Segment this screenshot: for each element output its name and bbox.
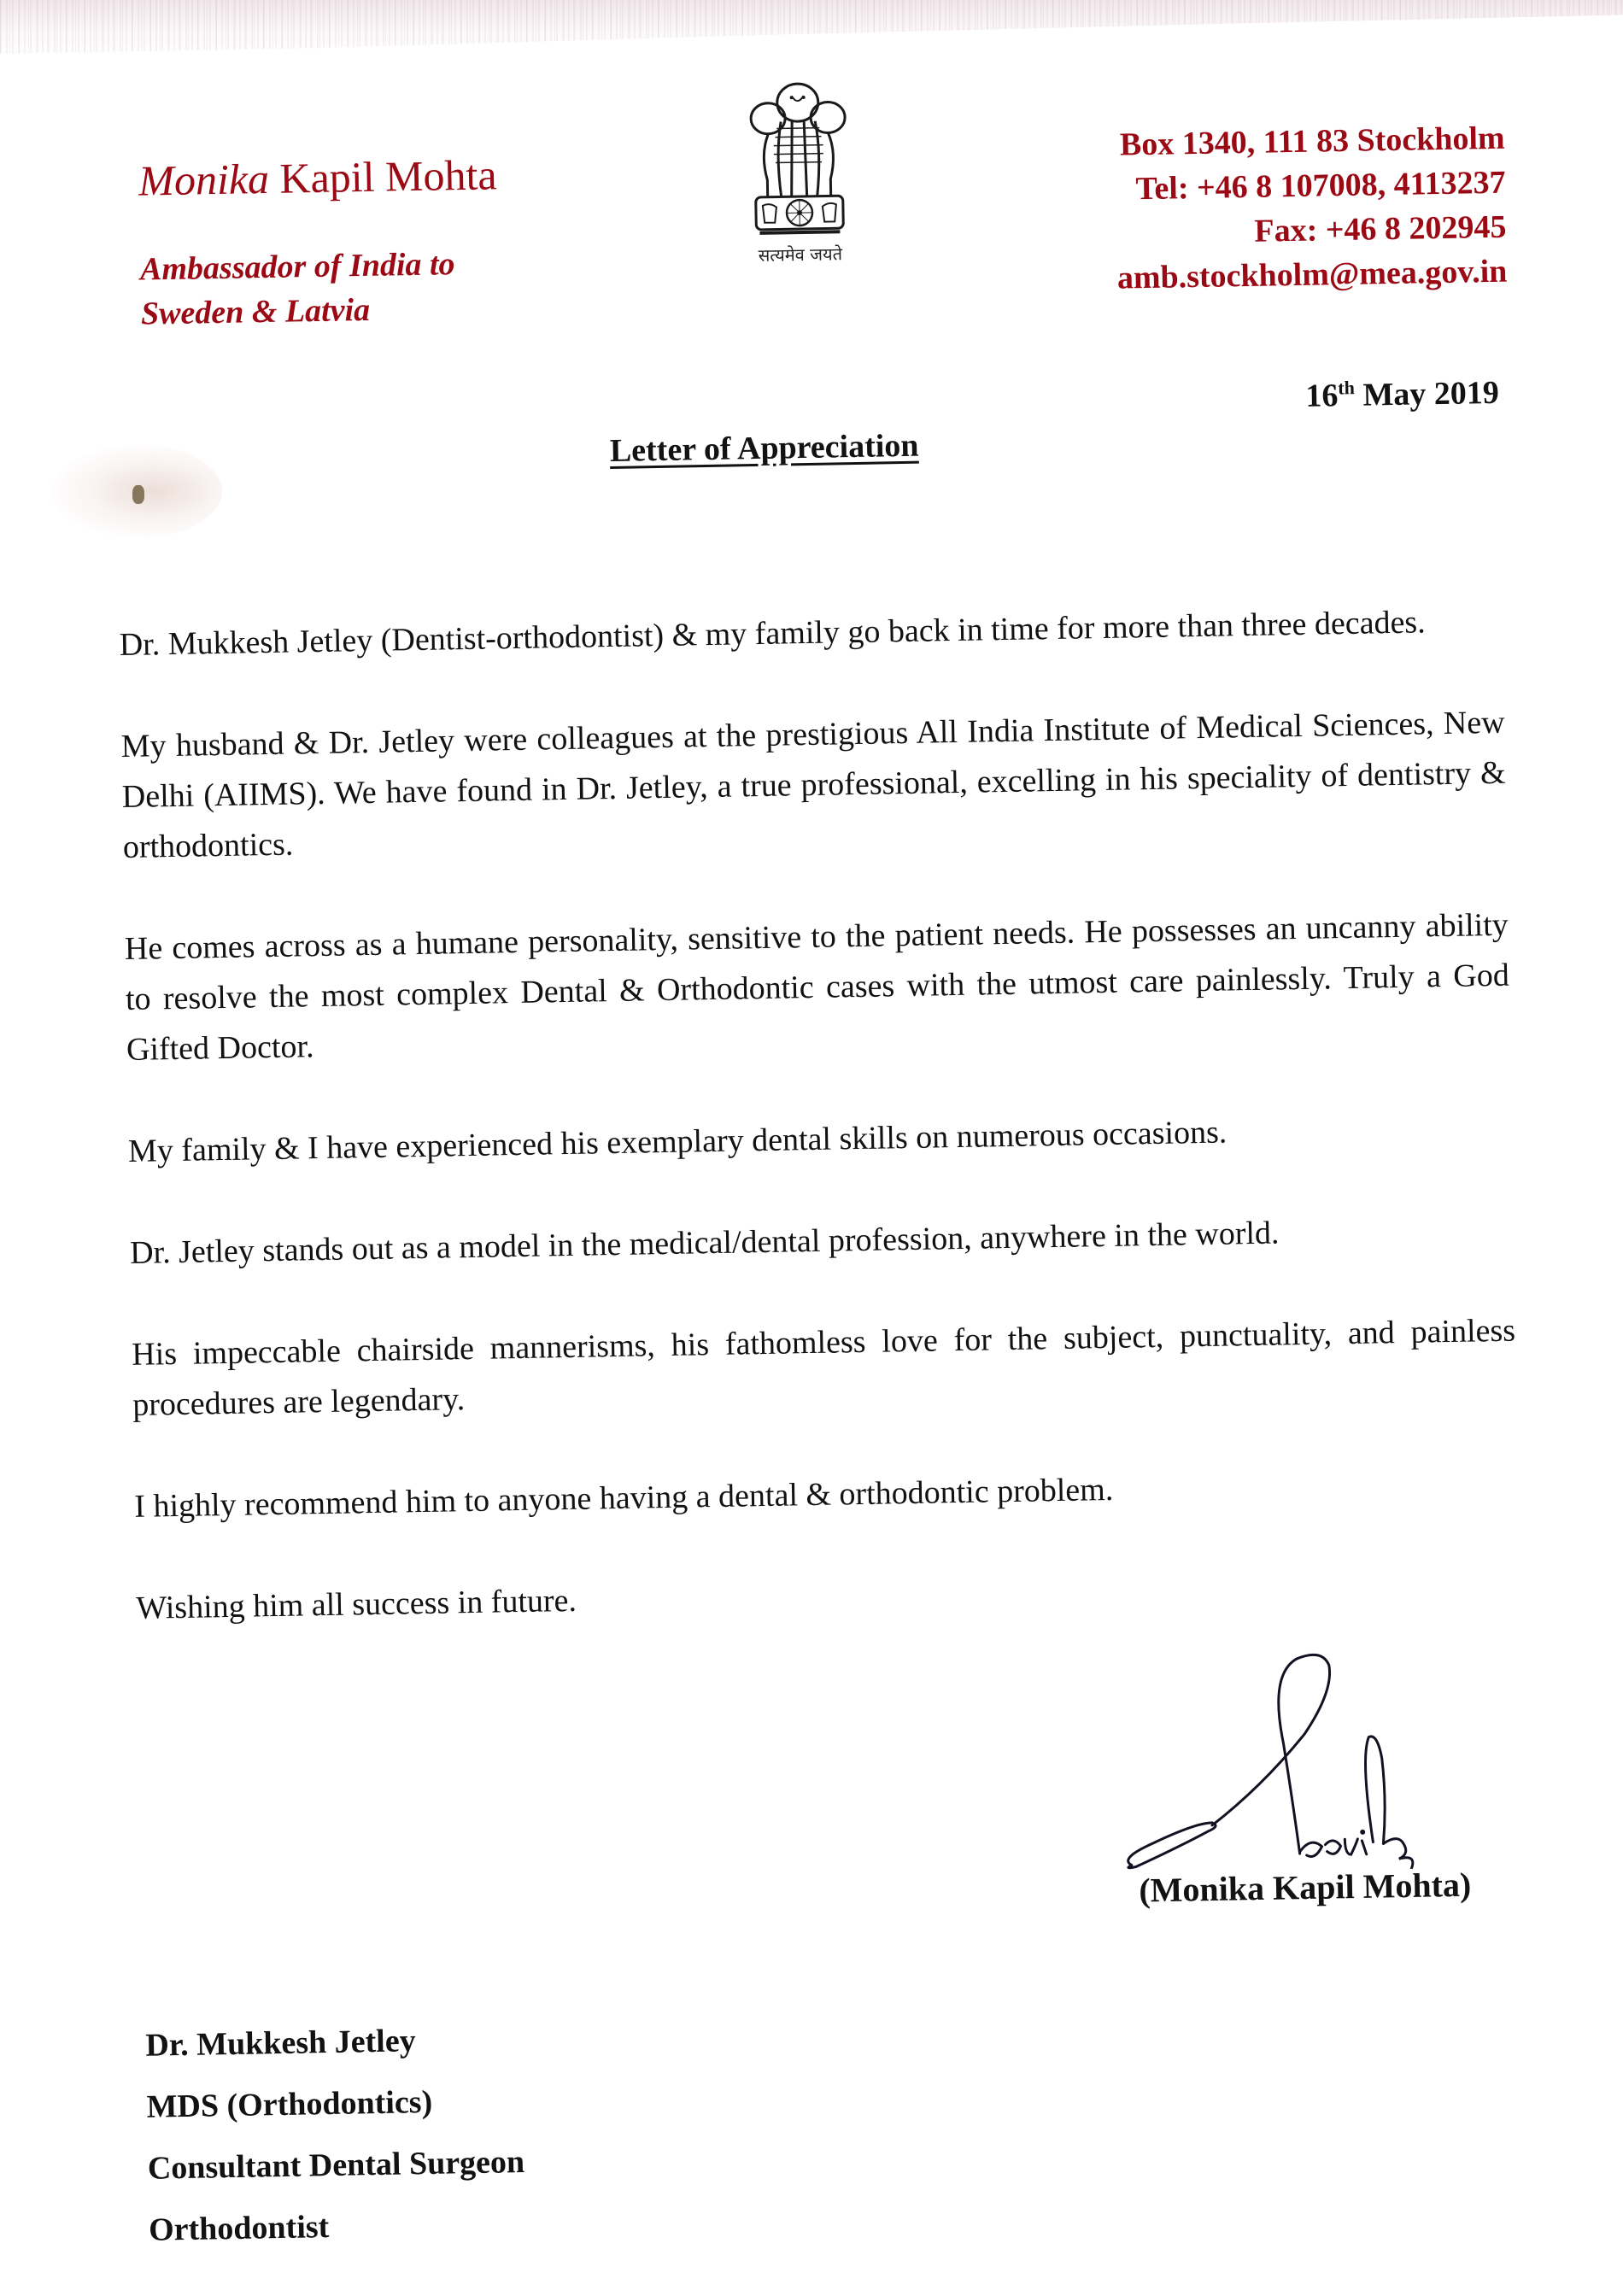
body-paragraph: Wishing him all success in future. [136,1560,1520,1634]
national-emblem-icon [741,76,855,240]
national-emblem [733,76,864,267]
sender-first-name: Monika [138,155,270,205]
sender-title [140,241,500,336]
letterhead-contact [1115,116,1508,301]
signatory-printed-name: (Monika Kapil Mohta) [1139,1865,1472,1911]
body-paragraph: My husband & Dr. Jetley were colleagues at the prestigious All India Institute of Medical Sciences, New Delhi (AIIMS). We have found in Dr. Jetley, a true professional, excelling in his speciality of dentistry & orthodontics. [120,698,1507,873]
body-paragraph: I highly recommend him to anyone having a dental & orthodontic problem. [134,1458,1519,1532]
body-paragraph: My family & I have experienced his exemplary dental skills on numerous occasions. [128,1103,1513,1177]
date-month-year: May 2019 [1355,375,1500,413]
sender-title-line2: Sweden & Latvia [141,285,500,336]
contact-tel: Tel: +46 8 107008, 4113237 [1116,161,1506,212]
handwritten-signature-icon [1098,1626,1597,1874]
body-paragraph: Dr. Mukkesh Jetley (Dentist-orthodontist) & my family go back in time for more than three decades. [119,596,1503,671]
body-paragraph: He comes across as a humane personality, sensitive to the patient needs. He possesses an uncanny ability to resolve the most complex Dental & Orthodontic cases with the utmost care painlessly. Truly a God Gifted Doctor. [124,900,1510,1075]
letterhead-sender [138,149,500,336]
emblem-motto: सत्यमेव जयते [736,242,864,267]
addressee-specialty: Orthodontist [149,2193,526,2261]
sender-title-line1: Ambassador of India to [140,241,499,291]
addressee-position: Consultant Dental Surgeon [147,2131,524,2199]
contact-fax: Fax: +46 8 202945 [1116,205,1507,256]
body-paragraph: His impeccable chairside mannerisms, his fathomless love for the subject, punctuality, and painless procedures are legendary. [132,1306,1517,1431]
contact-address: Box 1340, 111 83 Stockholm [1115,116,1505,167]
addressee-name: Dr. Mukkesh Jetley [145,2008,523,2076]
date-suffix: th [1338,377,1355,398]
sender-last-name: Kapil Mohta [268,150,497,202]
date-day: 16 [1305,378,1339,414]
sender-name [138,149,497,206]
letter-date [1305,374,1499,415]
addressee-block [145,2008,526,2261]
body-paragraph: Dr. Jetley stands out as a model in the medical/dental profession, anywhere in the world. [130,1204,1515,1279]
addressee-degree: MDS (Orthodontics) [146,2070,524,2138]
letter-body [119,596,1521,1685]
letter-heading: Letter of Appreciation [609,427,918,470]
contact-email: amb.stockholm@mea.gov.in [1116,249,1507,301]
